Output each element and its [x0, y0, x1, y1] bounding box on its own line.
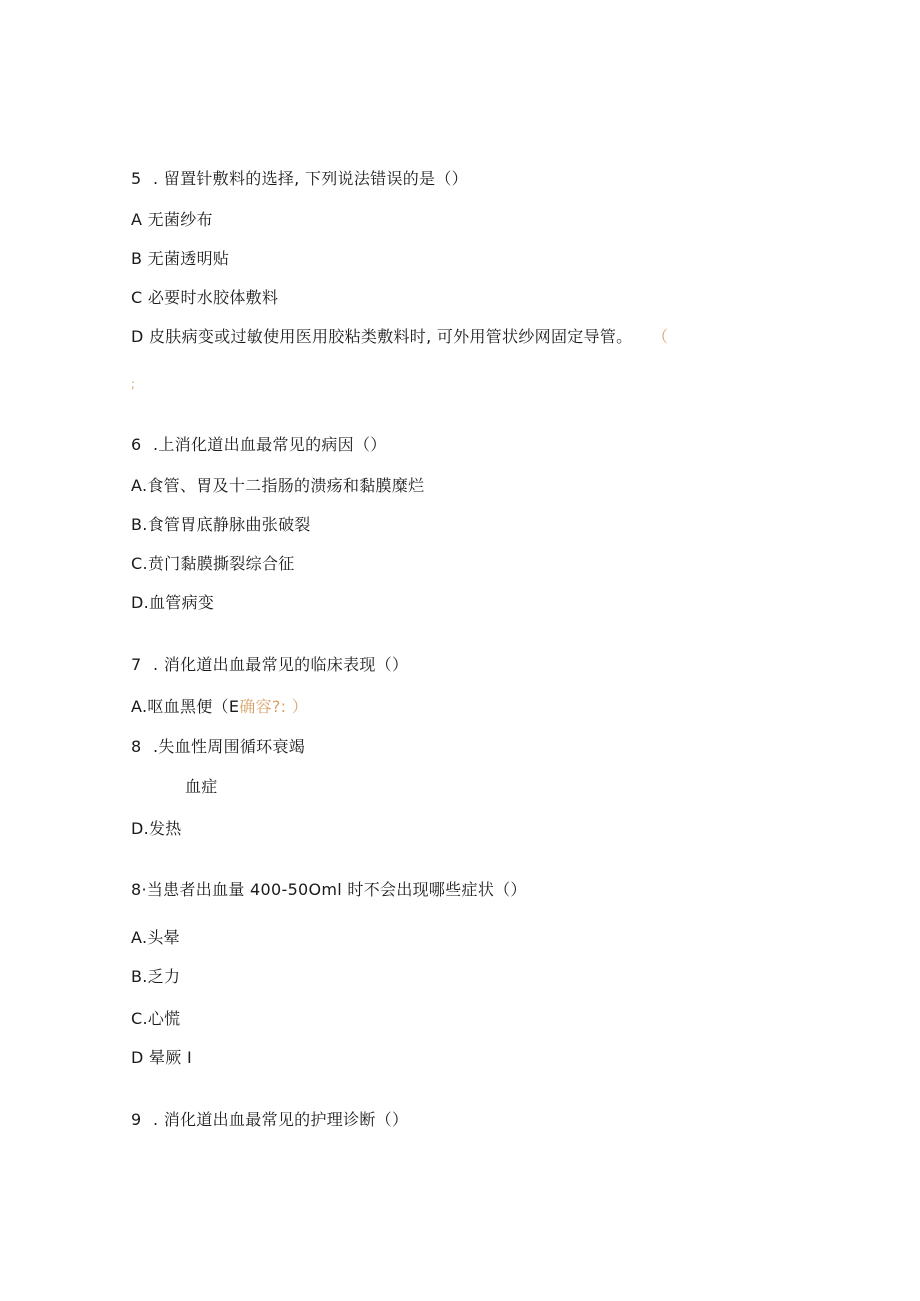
question-8: 8·当患者出血量 400-50Oml 时不会出现哪些症状（）: [131, 880, 527, 899]
question-5-option-d-mark: （: [652, 327, 669, 346]
question-9-number: 9: [131, 1110, 142, 1129]
question-7: [131, 655, 408, 675]
question-6-number: 6: [131, 435, 142, 454]
question-8-option-d: D 晕厥 I: [131, 1048, 193, 1067]
question-6-option-d: D.血管病变: [131, 593, 215, 612]
question-8-option-a: A.头晕: [131, 928, 180, 947]
question-9: [131, 1110, 408, 1130]
question-5-stray-mark: ;: [131, 377, 136, 391]
question-6: [131, 435, 387, 455]
question-7-option-a-mark: 确容?: ）: [239, 697, 309, 716]
question-7-item-8-text: .失血性周围循环衰竭: [153, 737, 306, 756]
question-5-number: 5: [131, 169, 142, 188]
question-6-option-b: B.食管胃底静脉曲张破裂: [131, 515, 311, 534]
question-8-option-b: B.乏力: [131, 967, 181, 986]
question-7-option-a: [131, 697, 308, 717]
question-5-text: . 留置针敷料的选择, 下列说法错误的是（）: [153, 169, 468, 188]
question-5-option-a: A 无菌纱布: [131, 210, 213, 229]
question-7-text: . 消化道出血最常见的临床表现（）: [153, 655, 409, 674]
question-6-option-c: C.贲门黏膜撕裂综合征: [131, 554, 295, 573]
question-5-option-c: C 必要时水胶体敷料: [131, 288, 279, 307]
question-7-item-8-number: 8: [131, 737, 142, 756]
question-7-option-a-text: A.呕血黑便（E: [131, 697, 240, 716]
question-8-option-c: C.心慌: [131, 1009, 181, 1028]
question-7-indented-line: 血症: [185, 777, 218, 796]
question-7-number: 7: [131, 655, 142, 674]
question-7-option-d: D.发热: [131, 819, 182, 838]
question-5-option-d: D 皮肤病变或过敏使用医用胶粘类敷料时, 可外用管状纱网固定导管。: [131, 327, 633, 346]
question-5: [131, 169, 468, 189]
question-6-text: .上消化道出血最常见的病因（）: [153, 435, 387, 454]
question-5-option-b: B 无菌透明贴: [131, 249, 230, 268]
question-6-option-a: A.食管、胃及十二指肠的溃疡和黏膜糜烂: [131, 476, 425, 495]
question-7-item-8: [131, 737, 305, 757]
question-9-text: . 消化道出血最常见的护理诊断（）: [153, 1110, 409, 1129]
